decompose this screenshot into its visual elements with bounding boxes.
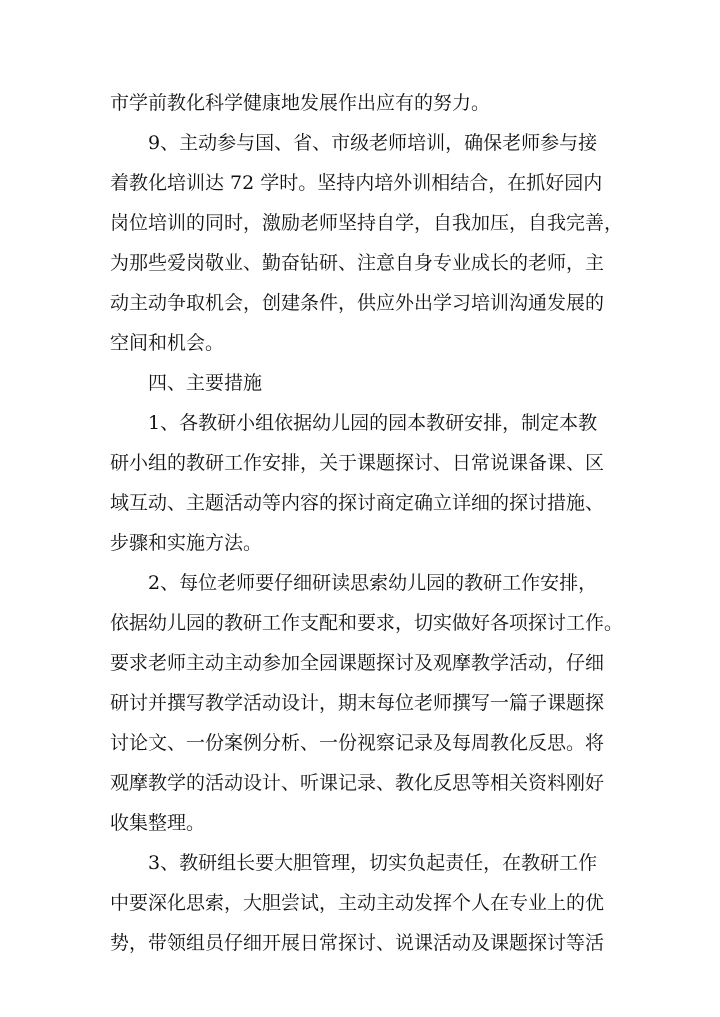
text-line: 研讨并撰写教学活动设计，期末每位老师撰写一篇子课题探 xyxy=(110,692,605,714)
text-line: 势，带领组员仔细开展日常探讨、说课活动及课题探讨等活 xyxy=(110,932,605,954)
text-line: 9、主动参与国、省、市级老师培训，确保老师参与接 xyxy=(148,132,598,154)
section-heading: 四、主要措施 xyxy=(148,372,263,394)
text-line: 为那些爱岗敬业、勤奋钻研、注意自身专业成长的老师，主 xyxy=(110,252,605,274)
text-line: 着教化培训达 72 学时。坚持内培外训相结合，在抓好园内 xyxy=(110,172,603,194)
text-line: 岗位培训的同时，激励老师坚持自学，自我加压，自我完善， xyxy=(110,212,624,234)
text-line: 动主动争取机会，创建条件，供应外出学习培训沟通发展的 xyxy=(110,292,605,314)
text-line: 步骤和实施方法。 xyxy=(110,532,263,554)
text-line: 观摩教学的活动设计、听课记录、教化反思等相关资料刚好 xyxy=(110,772,605,794)
text-line: 1、各教研小组依据幼儿园的园本教研安排，制定本教 xyxy=(148,412,598,434)
text-line: 依据幼儿园的教研工作支配和要求，切实做好各项探讨工作。 xyxy=(110,612,624,634)
text-line: 要求老师主动主动参加全园课题探讨及观摩教学活动，仔细 xyxy=(110,652,605,674)
text-line: 研小组的教研工作安排，关于课题探讨、日常说课备课、区 xyxy=(110,452,605,474)
text-line: 2、每位老师要仔细研读思索幼儿园的教研工作安排， xyxy=(148,572,598,594)
text-line: 讨论文、一份案例分析、一份视察记录及每周教化反思。将 xyxy=(110,732,605,754)
text-line: 3、教研组长要大胆管理，切实负起责任，在教研工作 xyxy=(148,852,598,874)
text-line: 中要深化思索，大胆尝试，主动主动发挥个人在专业上的优 xyxy=(110,892,605,914)
text-line: 空间和机会。 xyxy=(110,332,225,354)
text-line: 域互动、主题活动等内容的探讨商定确立详细的探讨措施、 xyxy=(110,492,605,514)
text-line: 市学前教化科学健康地发展作出应有的努力。 xyxy=(110,92,491,114)
text-line: 收集整理。 xyxy=(110,812,206,834)
